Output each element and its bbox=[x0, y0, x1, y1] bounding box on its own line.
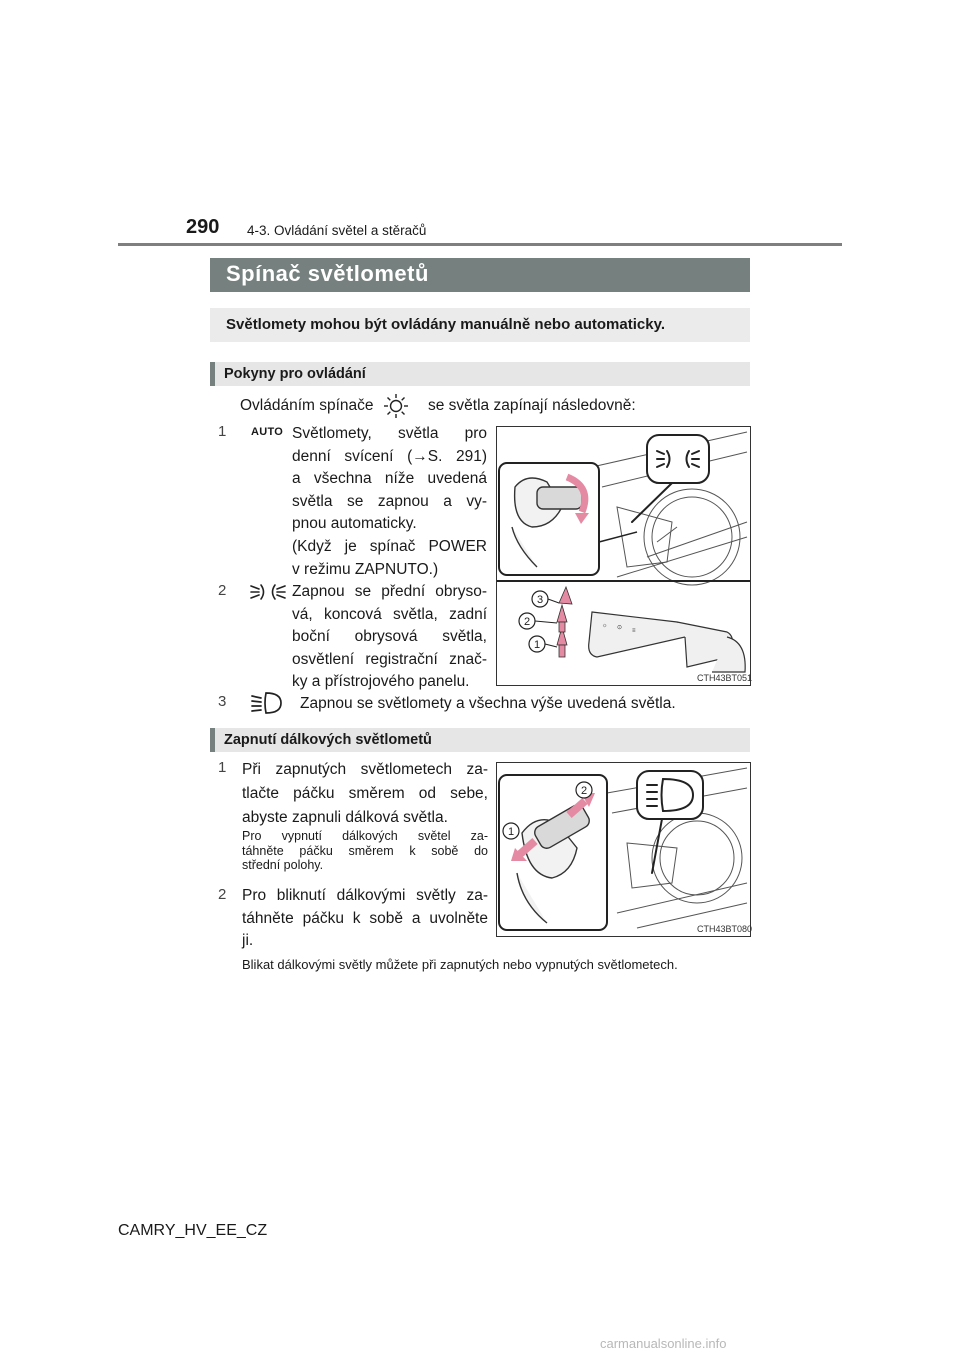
highbeam-item-2-text: Pro bliknutí dálkovými světly za- táhněte páčku k sobě a uvolněte ji. bbox=[242, 887, 488, 949]
parking-lights-icon bbox=[250, 580, 286, 604]
svg-text:☼: ☼ bbox=[602, 623, 608, 629]
headlight-icon bbox=[250, 690, 284, 716]
figure2-label-1: 1 bbox=[507, 826, 515, 838]
light-switch-icon bbox=[381, 393, 411, 419]
figure1-label-2: 2 bbox=[523, 616, 531, 628]
page-title: Spínač světlometů bbox=[226, 261, 429, 286]
header-divider bbox=[118, 243, 842, 246]
figure1-label-1: 1 bbox=[533, 639, 541, 651]
svg-text:⊙: ⊙ bbox=[617, 625, 623, 631]
figure-headlight-switch bbox=[496, 426, 751, 686]
item-number-1: 1 bbox=[218, 423, 227, 440]
item-3-text: Zapnou se světlomety a všechna výše uvedená světla. bbox=[300, 695, 676, 712]
item-number-3: 3 bbox=[218, 693, 227, 710]
item-1-text: Světlomety, světla pro denní svícení (→S. 291) a všechna níže uvedená světla se zapnou a vy- pnou automaticky. (Když je spínač POWER v režimu ZAPNUTO.) bbox=[292, 425, 487, 578]
model-code: CAMRY_HV_EE_CZ bbox=[118, 1222, 268, 1239]
auto-icon: AUTO bbox=[251, 426, 284, 438]
item-number-2: 2 bbox=[218, 582, 227, 599]
svg-text:≡: ≡ bbox=[632, 628, 636, 634]
figure-2-code: CTH43BT080 bbox=[697, 924, 753, 934]
figure-1-code: CTH43BT051 bbox=[697, 673, 753, 683]
figure1-label-3: 3 bbox=[536, 594, 544, 606]
item-2-text: Zapnou se přední obryso- vá, koncová světla, zadní boční obrysová světla, osvětlení registrační znač- ky a přístrojového panelu. bbox=[292, 583, 487, 691]
lead-text-pre: Ovládáním spínače bbox=[240, 397, 374, 414]
page-number: 290 bbox=[186, 216, 220, 238]
highbeam-footnote: Blikat dálkovými světly můžete při zapnutých nebo vypnutých světlometech. bbox=[242, 957, 678, 972]
watermark: carmanualsonline.info bbox=[600, 1336, 727, 1351]
section-heading-highbeam: Zapnutí dálkových světlometů bbox=[224, 732, 432, 748]
highbeam-item-number-2: 2 bbox=[218, 886, 227, 903]
figure-high-beam bbox=[496, 762, 751, 937]
section-path: 4-3. Ovládání světel a stěračů bbox=[247, 223, 427, 238]
figure2-label-2: 2 bbox=[580, 785, 588, 797]
section-heading-operation: Pokyny pro ovládání bbox=[224, 366, 366, 382]
lead-text-post: se světla zapínají následovně: bbox=[428, 397, 636, 414]
highbeam-item-1-text: Při zapnutých světlometech za- tlačte páčku směrem od sebe, abyste zapnuli dálková světla. bbox=[242, 761, 488, 826]
highbeam-item-number-1: 1 bbox=[218, 759, 227, 776]
intro-text: Světlomety mohou být ovládány manuálně nebo automaticky. bbox=[226, 316, 665, 333]
highbeam-note: Pro vypnutí dálkových světel za- táhněte páčku směrem k sobě do střední polohy. bbox=[242, 829, 488, 873]
